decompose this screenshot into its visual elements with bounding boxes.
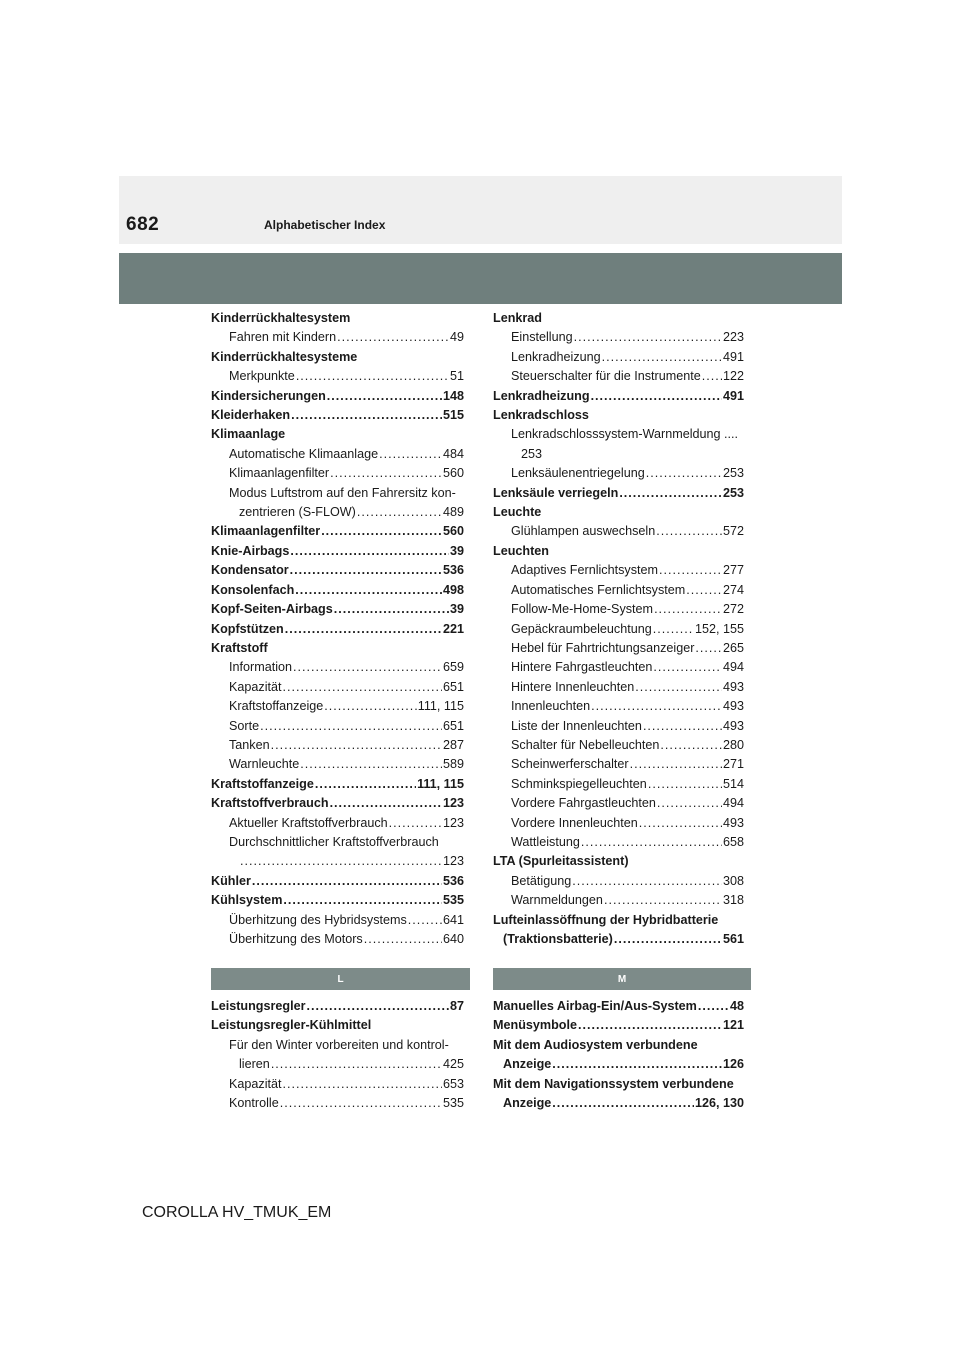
entry-term: Tanken — [229, 737, 270, 752]
dot-leader — [306, 997, 449, 1016]
index-entry-line: Für den Winter vorbereiten und kontrol- — [229, 1037, 449, 1052]
dot-leader — [283, 678, 442, 697]
entry-page-ref: 651 — [442, 718, 464, 733]
dot-leader — [290, 542, 449, 561]
entry-term: Steuerschalter für die Instrumente — [511, 369, 701, 384]
dot-leader — [602, 348, 722, 367]
dot-leader — [337, 328, 449, 347]
index-entry — [493, 678, 744, 697]
dot-leader — [285, 620, 442, 639]
entry-page-ref: 491 — [722, 349, 744, 364]
index-heading: Leuchten — [493, 543, 549, 558]
index-entry — [211, 620, 464, 639]
index-heading: Leuchte — [493, 505, 542, 520]
entry-term: Glühlampen auswechseln — [511, 524, 656, 539]
entry-page-ref: 277 — [722, 563, 744, 578]
dot-leader — [702, 367, 722, 386]
dot-leader — [327, 387, 442, 406]
entry-page-ref: 425 — [442, 1057, 464, 1072]
entry-page-ref: 640 — [442, 932, 464, 946]
index-entry — [211, 658, 464, 677]
entry-term: Automatisches Fernlichtsystem — [511, 582, 686, 597]
index-entry — [211, 328, 464, 347]
entry-page-ref: 126 — [722, 1057, 744, 1072]
index-entry — [211, 1055, 464, 1074]
dot-leader — [330, 464, 442, 483]
entry-page-ref: 121 — [722, 1018, 744, 1033]
index-entry — [493, 930, 744, 949]
entry-term: Klimaanlagenfilter — [229, 466, 330, 481]
entry-term: Liste der Innenleuchten — [511, 718, 642, 733]
index-entry — [211, 775, 464, 794]
index-entry — [211, 600, 464, 619]
entry-page-ref: 253 — [722, 466, 744, 481]
index-entry — [211, 542, 464, 561]
index-entry — [211, 445, 464, 464]
index-entry — [493, 561, 744, 580]
index-heading: Leistungsregler-Kühlmittel — [211, 1018, 372, 1033]
dot-leader — [591, 387, 722, 406]
entry-page-ref: 48 — [729, 999, 744, 1013]
index-entry — [211, 522, 464, 541]
index-entry — [493, 620, 744, 639]
entry-page-ref: 493 — [722, 815, 744, 830]
index-entry — [211, 891, 464, 910]
entry-term: Überhitzung des Hybridsystems — [229, 912, 407, 927]
index-heading: Kraftstoff — [211, 640, 268, 655]
index-entry — [493, 600, 744, 619]
index-entry — [493, 872, 744, 891]
entry-term: Kondensator — [211, 563, 289, 578]
entry-page-ref: 111, 115 — [417, 699, 464, 714]
dot-leader — [260, 717, 442, 736]
entry-page-ref: 221 — [442, 621, 464, 636]
index-entry-line: Lenkradschlosssystem-Warnmeldung .... — [511, 427, 739, 442]
entry-page-ref: 39 — [449, 543, 464, 558]
entry-page-ref: 49 — [449, 330, 464, 345]
entry-page-ref: 493 — [722, 718, 744, 733]
dot-leader — [357, 503, 442, 522]
index-entry — [493, 387, 744, 406]
index-heading: Klimaanlage — [211, 427, 286, 442]
dot-leader — [283, 1075, 442, 1094]
entry-term: Manuelles Airbag-Ein/Aus-System — [493, 999, 697, 1013]
index-entry — [493, 522, 744, 541]
index-entry — [211, 930, 464, 949]
entry-term: Vordere Innenleuchten — [511, 815, 638, 830]
dot-leader — [290, 561, 442, 580]
entry-term: Scheinwerferschalter — [511, 757, 629, 772]
index-entry — [211, 717, 464, 736]
index-entry — [211, 1094, 464, 1113]
index-entry — [493, 581, 744, 600]
entry-term: Schminkspiegelleuchten — [511, 776, 647, 791]
index-entry — [493, 717, 744, 736]
entry-page-ref: 494 — [722, 796, 744, 811]
index-entry — [211, 852, 464, 871]
dot-leader — [660, 736, 722, 755]
header-band — [119, 176, 842, 244]
index-entry — [493, 484, 744, 503]
dot-leader — [604, 891, 722, 910]
entry-page-ref: 287 — [442, 737, 464, 752]
entry-page-ref: 308 — [722, 873, 744, 888]
entry-page-ref: 271 — [722, 757, 744, 772]
entry-page-ref: 87 — [449, 999, 464, 1013]
entry-term: Kindersicherungen — [211, 388, 326, 403]
entry-page-ref: 265 — [722, 640, 744, 655]
entry-page-ref: 653 — [442, 1076, 464, 1091]
dot-leader — [656, 522, 722, 541]
entry-page-ref: 493 — [722, 699, 744, 714]
index-heading: Lufteinlassöffnung der Hybridbatterie — [493, 912, 719, 927]
entry-term: Adaptives Fernlichtsystem — [511, 563, 658, 578]
entry-term: Follow-Me-Home-System — [511, 602, 654, 617]
dot-leader — [291, 406, 442, 425]
entry-page-ref: 514 — [722, 776, 744, 791]
index-entry — [493, 736, 744, 755]
entry-term: Überhitzung des Motors — [229, 932, 363, 946]
entry-page-ref: 123 — [442, 796, 464, 811]
entry-term: Warnleuchte — [229, 757, 300, 772]
entry-term: Sorte — [229, 718, 260, 733]
index-entry — [211, 697, 464, 716]
entry-term: lieren — [239, 1057, 270, 1072]
letter-heading-m: M — [493, 968, 751, 990]
dot-leader — [295, 581, 442, 600]
entry-term: zentrieren (S-FLOW) — [239, 505, 356, 520]
entry-page-ref: 122 — [722, 369, 744, 384]
index-entry — [493, 464, 744, 483]
entry-term: Kühler — [211, 873, 251, 888]
dot-leader — [630, 755, 722, 774]
index-entry — [493, 639, 744, 658]
dot-leader — [408, 911, 442, 930]
index-entry — [493, 367, 744, 386]
index-column-right — [493, 309, 744, 949]
entry-page-ref: 494 — [722, 660, 744, 675]
entry-term: Hintere Innenleuchten — [511, 679, 635, 694]
index-entry — [493, 697, 744, 716]
index-entry — [493, 891, 744, 910]
dot-leader — [280, 1094, 442, 1113]
index-entry — [493, 794, 744, 813]
dot-leader — [698, 997, 729, 1016]
dot-leader — [578, 1016, 722, 1035]
index-entry — [211, 814, 464, 833]
entry-page-ref: 274 — [722, 582, 744, 597]
dot-leader — [591, 697, 722, 716]
entry-term: Lenksäule verriegeln — [493, 485, 619, 500]
entry-term: Anzeige — [503, 1096, 552, 1111]
dot-leader — [271, 1055, 442, 1074]
entry-term: Kapazität — [229, 679, 282, 694]
entry-term: Lenkradheizung — [493, 388, 590, 403]
index-entry-line: Durchschnittlicher Kraftstoffverbrauch — [229, 834, 439, 849]
entry-page-ref: 148 — [442, 388, 464, 403]
entry-page-ref: 572 — [722, 524, 744, 539]
index-heading: Lenkrad — [493, 311, 542, 325]
entry-page-ref: 560 — [442, 466, 464, 481]
dot-leader — [635, 678, 722, 697]
entry-term: Information — [229, 660, 292, 675]
entry-page-ref: 659 — [442, 660, 464, 675]
index-entry-line: Modus Luftstrom auf den Fahrersitz kon- — [229, 485, 456, 500]
entry-term: Kopf-Seiten-Airbags — [211, 602, 333, 617]
header-divider-band — [119, 253, 842, 304]
dot-leader — [552, 1055, 722, 1074]
dot-leader — [334, 600, 449, 619]
footer-model-code: COROLLA HV_TMUK_EM — [142, 1204, 332, 1221]
index-entry — [493, 997, 744, 1016]
entry-page-ref: 39 — [449, 602, 464, 617]
entry-term: Automatische Klimaanlage — [229, 446, 379, 461]
entry-term: Warnmeldungen — [511, 893, 603, 908]
entry-term: Anzeige — [503, 1057, 552, 1072]
dot-leader — [648, 775, 722, 794]
index-entry — [211, 1075, 464, 1094]
dot-leader — [552, 1094, 694, 1113]
index-entry — [493, 775, 744, 794]
entry-term: Innenleuchten — [511, 699, 591, 714]
index-heading: Kinderrückhaltesystem — [211, 311, 351, 325]
index-entry — [493, 348, 744, 367]
entry-term: Wattleistung — [511, 834, 580, 849]
entry-term: Konsolenfach — [211, 582, 295, 597]
dot-leader — [572, 872, 722, 891]
dot-leader — [639, 814, 722, 833]
index-entry — [493, 1016, 744, 1035]
index-entry — [211, 406, 464, 425]
entry-term: Hebel für Fahrtrichtungsanzeiger — [511, 640, 695, 655]
index-entry — [211, 872, 464, 891]
index-entry — [211, 561, 464, 580]
entry-page-ref: 152, 155 — [694, 621, 744, 636]
entry-term: Knie-Airbags — [211, 543, 290, 558]
dot-leader — [321, 522, 442, 541]
entry-term: Betätigung — [511, 873, 572, 888]
index-entry — [211, 387, 464, 406]
entry-term: Lenkradheizung — [511, 349, 601, 364]
dot-leader — [653, 620, 694, 639]
dot-leader — [300, 755, 442, 774]
dot-leader — [379, 445, 442, 464]
index-entry — [211, 736, 464, 755]
index-column-left-l — [211, 997, 464, 1113]
index-heading: LTA (Spurleitassistent) — [493, 854, 629, 869]
index-entry — [211, 997, 464, 1016]
index-column-left — [211, 309, 464, 949]
entry-term: Schalter für Nebelleuchten — [511, 737, 660, 752]
entry-term: Einstellung — [511, 330, 573, 345]
entry-page-ref: 535 — [442, 893, 464, 908]
index-entry — [211, 464, 464, 483]
entry-term: Kopfstützen — [211, 621, 284, 636]
entry-term: Merkpunkte — [229, 369, 295, 384]
dot-leader — [252, 872, 442, 891]
dot-leader — [324, 697, 417, 716]
entry-page-ref: 318 — [722, 893, 744, 908]
dot-leader — [330, 794, 442, 813]
index-entry — [211, 911, 464, 930]
entry-term: Menüsymbole — [493, 1018, 577, 1033]
dot-leader — [240, 852, 442, 871]
index-entry — [211, 794, 464, 813]
entry-page-ref: 658 — [722, 834, 744, 849]
dot-leader — [315, 775, 416, 794]
dot-leader — [364, 930, 442, 949]
entry-page-ref: 253 — [722, 485, 744, 500]
entry-term: Klimaanlagenfilter — [211, 524, 321, 539]
index-entry — [211, 367, 464, 386]
entry-page-ref: 491 — [722, 388, 744, 403]
page-number: 682 — [126, 214, 160, 235]
entry-page-ref: 280 — [722, 737, 744, 752]
index-heading: Lenkradschloss — [493, 408, 589, 423]
entry-page-ref: 536 — [442, 563, 464, 578]
dot-leader — [654, 600, 722, 619]
entry-term: Kleiderhaken — [211, 408, 291, 423]
entry-page-ref: 272 — [722, 602, 744, 617]
entry-page-ref: 123 — [442, 854, 464, 869]
dot-leader — [293, 658, 442, 677]
entry-page-ref: 561 — [722, 932, 744, 946]
entry-page-ref: 589 — [442, 757, 464, 772]
dot-leader — [643, 717, 722, 736]
entry-page-ref: 651 — [442, 679, 464, 694]
entry-term: Leistungsregler — [211, 999, 306, 1013]
entry-term: Kraftstoffanzeige — [211, 776, 314, 791]
letter-heading-l: L — [211, 968, 470, 990]
entry-page-ref: 51 — [449, 369, 464, 384]
dot-leader — [296, 367, 449, 386]
dot-leader — [686, 581, 722, 600]
dot-leader — [574, 328, 722, 347]
entry-term: Kraftstoffanzeige — [229, 699, 324, 714]
entry-page-ref: 535 — [442, 1096, 464, 1111]
index-entry — [493, 328, 744, 347]
dot-leader — [283, 891, 442, 910]
entry-page-ref: 515 — [442, 408, 464, 423]
dot-leader — [389, 814, 442, 833]
entry-page-ref: 126, 130 — [694, 1096, 744, 1111]
section-title: Alphabetischer Index — [264, 218, 386, 232]
index-entry — [211, 503, 464, 522]
entry-page-ref: 484 — [442, 446, 464, 461]
entry-term: Lenksäulenentriegelung — [511, 466, 645, 481]
entry-page-ref: 498 — [442, 582, 464, 597]
index-entry-line: 253 — [521, 446, 543, 461]
dot-leader — [653, 658, 722, 677]
dot-leader — [695, 639, 722, 658]
index-heading: Kinderrückhaltesysteme — [211, 349, 358, 364]
entry-page-ref: 489 — [442, 505, 464, 520]
index-heading: Mit dem Audiosystem verbundene — [493, 1037, 698, 1052]
entry-term: Kraftstoffverbrauch — [211, 796, 329, 811]
index-heading: Mit dem Navigationssystem verbundene — [493, 1076, 734, 1091]
dot-leader — [657, 794, 722, 813]
index-column-right-m — [493, 997, 744, 1113]
index-entry — [211, 755, 464, 774]
entry-page-ref: 223 — [722, 330, 744, 345]
entry-term: Kühlsystem — [211, 893, 283, 908]
index-entry — [493, 1094, 744, 1113]
entry-page-ref: 641 — [442, 912, 464, 927]
dot-leader — [646, 464, 722, 483]
entry-term: Hintere Fahrgastleuchten — [511, 660, 653, 675]
index-entry — [211, 581, 464, 600]
index-entry — [493, 755, 744, 774]
entry-page-ref: 111, 115 — [417, 776, 464, 791]
dot-leader — [619, 484, 722, 503]
entry-term: Fahren mit Kindern — [229, 330, 337, 345]
dot-leader — [581, 833, 722, 852]
dot-leader — [614, 930, 722, 949]
index-entry — [493, 1055, 744, 1074]
index-entry — [493, 814, 744, 833]
entry-term: Gepäckraumbeleuchtung — [511, 621, 652, 636]
entry-term: Vordere Fahrgastleuchten — [511, 796, 656, 811]
entry-page-ref: 123 — [442, 815, 464, 830]
entry-page-ref: 536 — [442, 873, 464, 888]
entry-term: (Traktionsbatterie) — [503, 932, 613, 946]
dot-leader — [271, 736, 442, 755]
index-entry — [211, 678, 464, 697]
entry-term: Kapazität — [229, 1076, 282, 1091]
entry-page-ref: 493 — [722, 679, 744, 694]
entry-page-ref: 560 — [442, 524, 464, 539]
entry-term: Aktueller Kraftstoffverbrauch — [229, 815, 388, 830]
index-entry — [493, 833, 744, 852]
index-entry — [493, 658, 744, 677]
dot-leader — [659, 561, 722, 580]
entry-term: Kontrolle — [229, 1096, 279, 1111]
